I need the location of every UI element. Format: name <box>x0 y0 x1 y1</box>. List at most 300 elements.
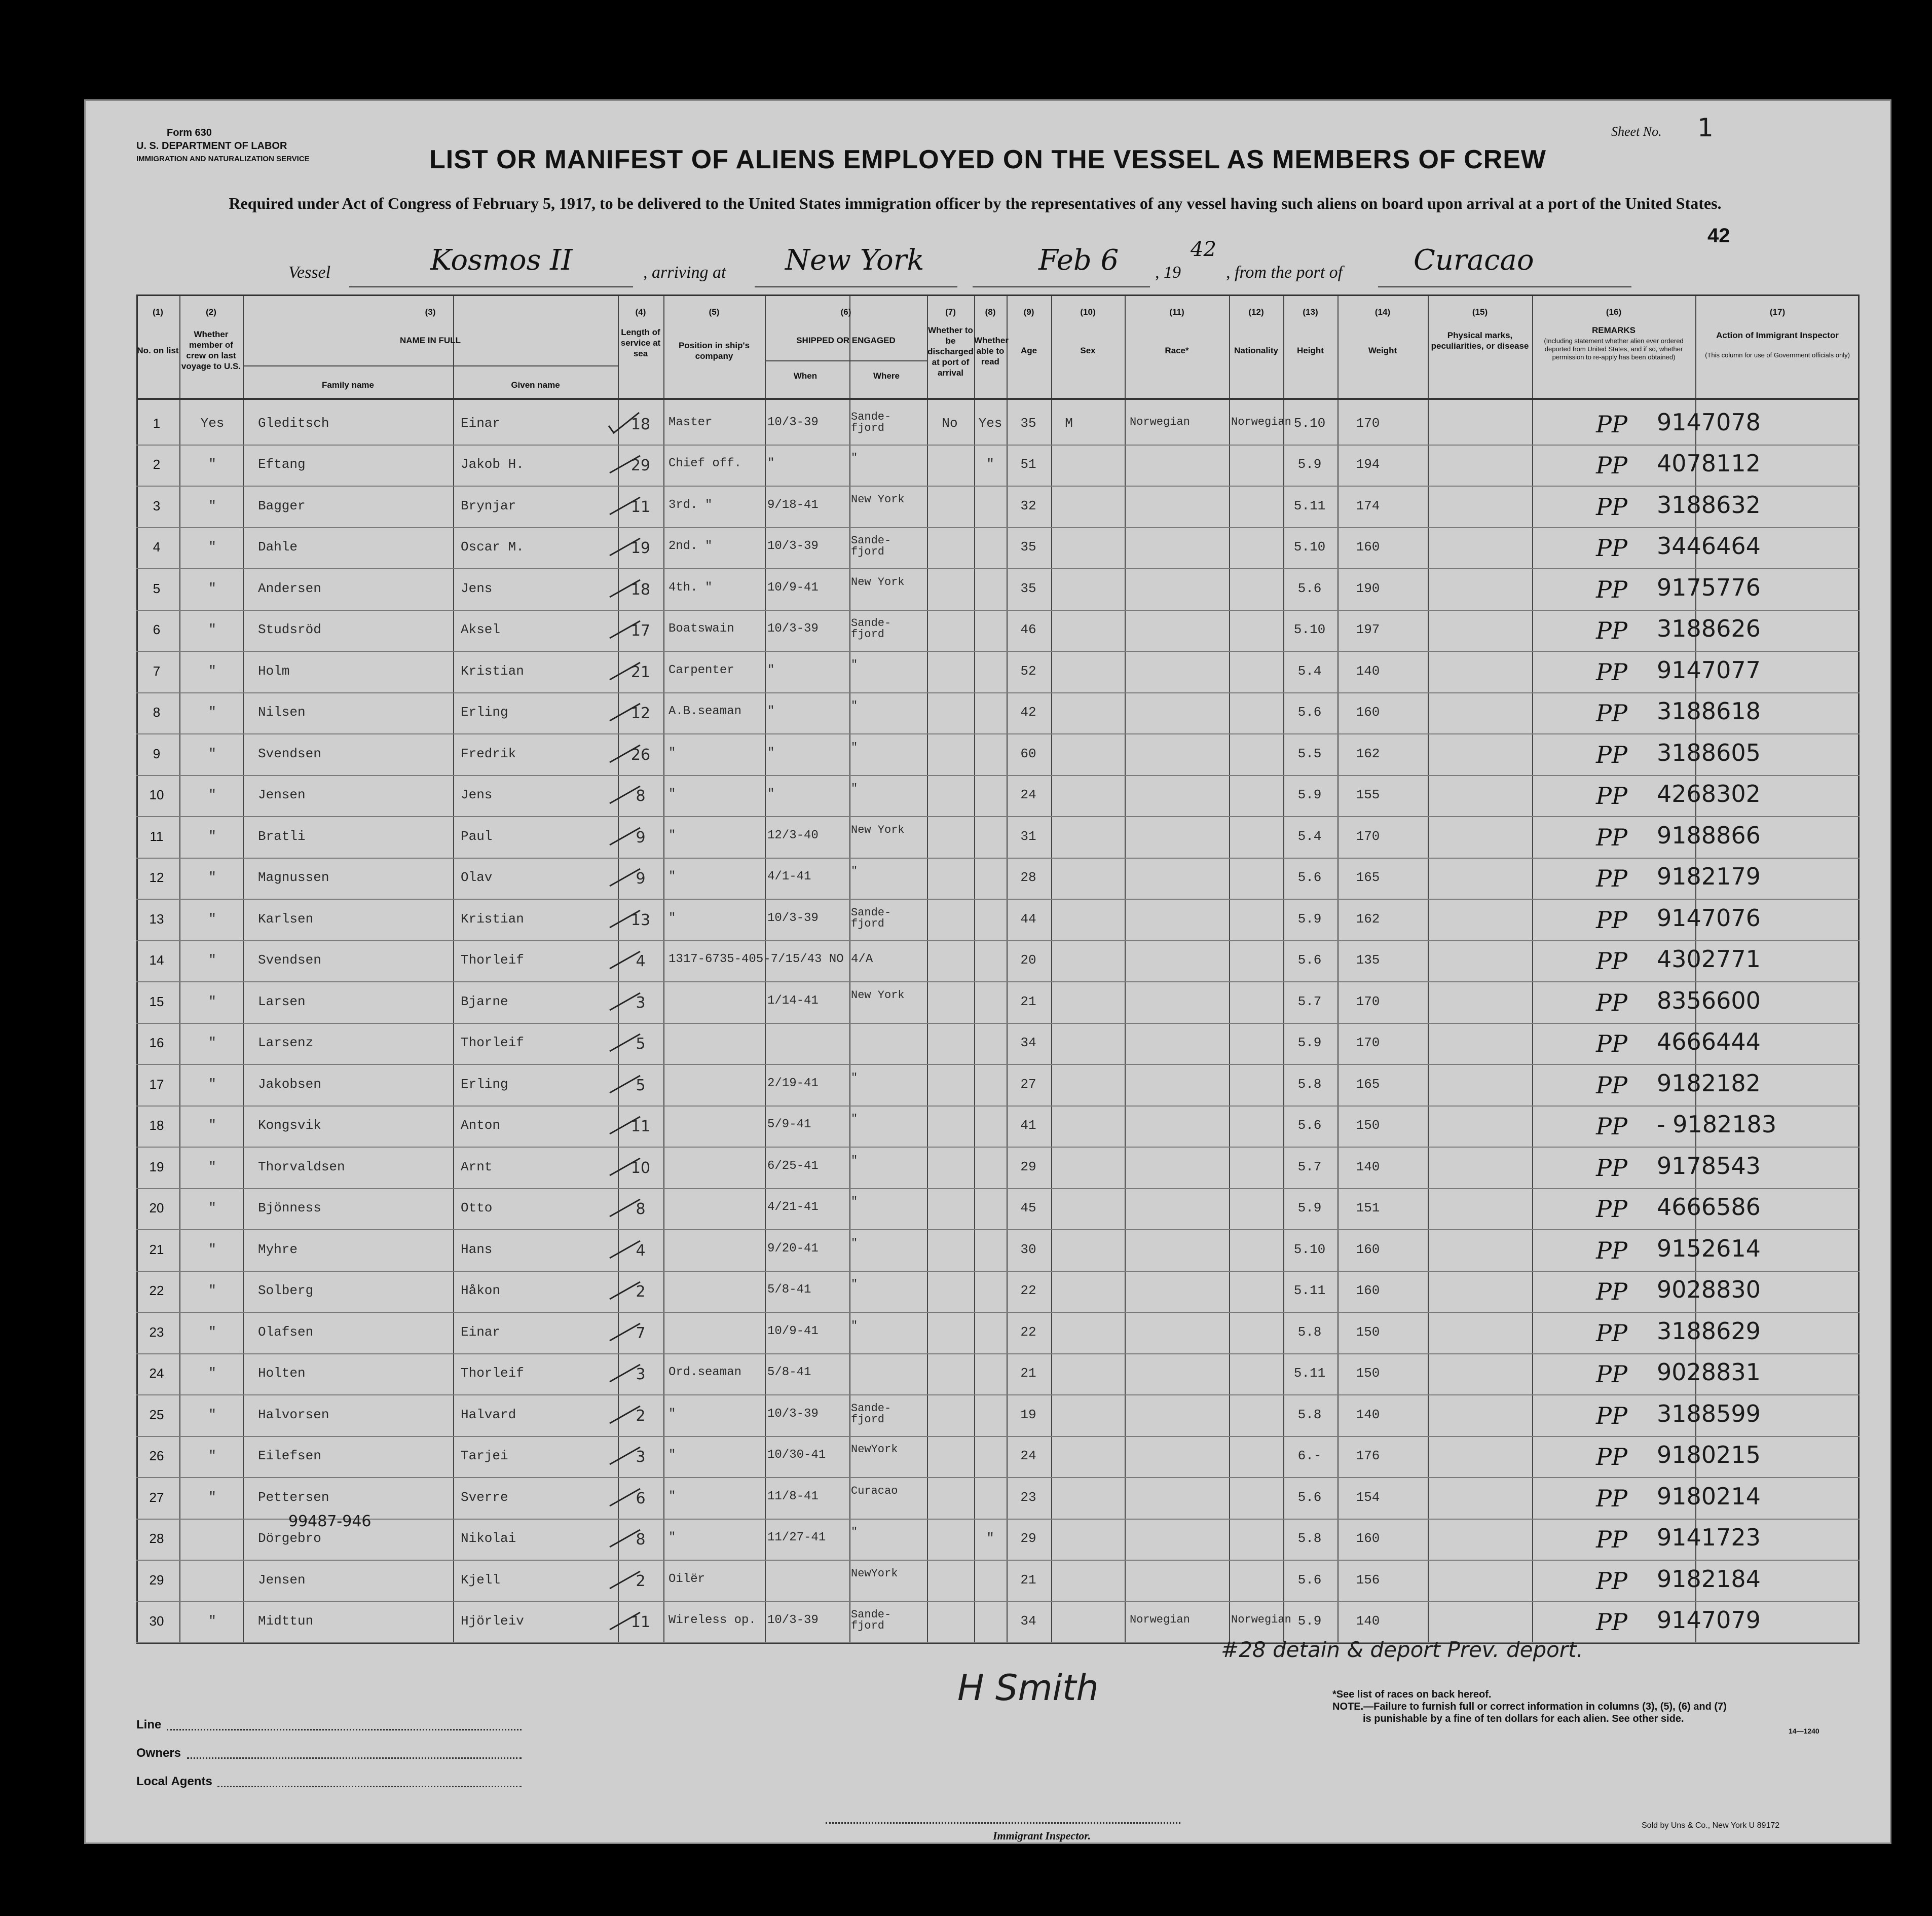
pp-mark: PP <box>1596 1443 1627 1471</box>
remark-number: 9141723 <box>1657 1524 1761 1552</box>
pp-mark: PP <box>1596 452 1627 480</box>
prev-voyage-cell: " <box>208 1366 216 1381</box>
department: U. S. DEPARTMENT OF LABOR <box>136 140 287 152</box>
height-cell: 5.4 <box>1297 663 1322 679</box>
given-name-cell: Aksel <box>461 622 501 638</box>
header-colnum-9: (9) <box>1023 307 1034 317</box>
given-name-cell: Erling <box>461 1076 508 1092</box>
service-length-cell: 21 <box>630 663 651 681</box>
age-cell: 22 <box>1020 1324 1036 1340</box>
row-number: 14 <box>149 952 164 968</box>
from-label: , from the port of <box>1226 263 1343 282</box>
service-length-cell: 11 <box>630 1613 651 1632</box>
family-name-cell: Jensen <box>258 787 306 803</box>
position-cell: " <box>668 1531 676 1545</box>
dotted-line <box>167 1729 522 1731</box>
shipped-where-cell: " <box>851 782 858 795</box>
shipped-when-cell: 9/18-41 <box>767 498 819 512</box>
check-mark-icon <box>608 1114 643 1139</box>
shipped-when-cell: 10/3-39 <box>767 1613 819 1628</box>
age-cell: 28 <box>1020 870 1036 886</box>
weight-cell: 140 <box>1356 1613 1380 1629</box>
family-name-cell: Thorvaldsen <box>258 1159 345 1174</box>
row-number: 16 <box>149 1035 164 1051</box>
height-cell: 5.6 <box>1297 1572 1322 1588</box>
table-row <box>136 1436 1860 1478</box>
age-cell: 29 <box>1020 1531 1036 1546</box>
family-name-cell: Jensen <box>258 1572 306 1588</box>
height-cell: 5.9 <box>1297 1200 1322 1216</box>
family-name-cell: Eilefsen <box>258 1448 321 1464</box>
remark-number: 3188599 <box>1657 1399 1761 1427</box>
shipped-when-cell: 10/3-39 <box>767 1407 819 1421</box>
check-mark-icon <box>608 1609 643 1635</box>
given-name-cell: Thorleif <box>461 952 524 968</box>
underline <box>349 286 633 287</box>
pp-mark: PP <box>1596 1154 1627 1182</box>
service-length-cell: 2 <box>636 1407 646 1425</box>
shipped-where-cell: Sande-fjord <box>851 1402 891 1426</box>
table-row <box>136 651 1860 692</box>
age-cell: 21 <box>1020 1366 1036 1381</box>
header-colnum-13: (13) <box>1303 307 1318 317</box>
shipped-when-cell: 9/20-41 <box>767 1241 819 1256</box>
check-mark-icon <box>608 494 643 520</box>
remark-number: 9182182 <box>1657 1069 1761 1097</box>
table-row <box>136 1560 1860 1601</box>
age-cell: 30 <box>1020 1241 1036 1257</box>
pp-mark: PP <box>1596 947 1627 975</box>
weight-cell: 151 <box>1356 1200 1380 1216</box>
pp-mark: PP <box>1596 699 1627 727</box>
table-row <box>136 1394 1860 1436</box>
check-mark-icon <box>608 825 643 850</box>
family-name-cell: Svendsen <box>258 952 321 968</box>
given-name-cell: Jens <box>461 580 493 596</box>
table-row <box>136 1477 1860 1519</box>
height-cell: 5.8 <box>1297 1531 1322 1546</box>
row-number: 7 <box>153 663 161 679</box>
prev-voyage-cell: " <box>208 911 216 927</box>
table-row <box>136 1353 1860 1395</box>
age-cell: 22 <box>1020 1283 1036 1299</box>
document-subtitle: Required under Act of Congress of February 5, 1917, to be delivered to the United States immigration officer by the representatives of any vessel having such aliens on board upon arrival at a port of the United States. <box>229 194 1722 212</box>
weight-cell: 160 <box>1356 1531 1380 1546</box>
shipped-where-cell: " <box>851 1278 858 1291</box>
prev-voyage-cell: " <box>208 828 216 844</box>
height-cell: 5.11 <box>1293 498 1326 513</box>
check-mark-icon <box>608 1320 643 1346</box>
handwritten-note: 99487-946 <box>288 1513 371 1531</box>
position-cell: Master <box>668 415 713 429</box>
family-name-cell: Gleditsch <box>258 415 329 431</box>
prev-voyage-cell: Yes <box>200 415 225 431</box>
check-mark-icon <box>608 659 643 685</box>
service-length-cell: 8 <box>636 787 646 805</box>
prev-voyage-cell: " <box>208 1489 216 1505</box>
shipped-when-cell: 11/27-41 <box>767 1531 826 1545</box>
position-cell: Boatswain <box>668 622 734 636</box>
manifest-sheet <box>84 99 1891 1844</box>
given-name-cell: Jakob H. <box>461 457 524 472</box>
check-mark-icon <box>608 1527 643 1552</box>
weight-cell: 165 <box>1356 870 1380 886</box>
handwritten-annotation: #28 detain & deport Prev. deport. <box>1221 1637 1583 1662</box>
check-mark-icon <box>608 412 643 437</box>
remark-number: 9175776 <box>1657 573 1761 601</box>
nationality-cell: Norwegian <box>1231 415 1291 428</box>
weight-cell: 150 <box>1356 1324 1380 1340</box>
family-name-cell: Dahle <box>258 539 298 555</box>
table-row <box>136 1312 1860 1353</box>
given-name-cell: Erling <box>461 705 508 720</box>
header-family-name: Family name <box>322 380 374 390</box>
prev-voyage-cell: " <box>208 1118 216 1133</box>
age-cell: 29 <box>1020 1159 1036 1174</box>
row-number: 3 <box>153 498 161 513</box>
age-cell: 60 <box>1020 746 1036 761</box>
family-name-cell: Dörgebro <box>258 1531 321 1546</box>
family-name-cell: Larsenz <box>258 1035 314 1051</box>
row-number: 26 <box>149 1448 164 1464</box>
header-weight: Weight <box>1368 346 1397 355</box>
header-colnum-12: (12) <box>1248 307 1264 317</box>
row-number: 20 <box>149 1200 164 1216</box>
remark-number: 3188605 <box>1657 739 1761 766</box>
check-mark-icon <box>608 783 643 808</box>
check-mark-icon <box>608 1444 643 1469</box>
age-cell: 23 <box>1020 1489 1036 1505</box>
height-cell: 5.11 <box>1293 1283 1326 1299</box>
row-number: 13 <box>149 911 164 927</box>
check-mark-icon <box>608 1031 643 1056</box>
row-number: 17 <box>149 1076 164 1092</box>
given-name-cell: Hans <box>461 1241 493 1257</box>
pp-mark: PP <box>1596 658 1627 686</box>
pp-mark: PP <box>1596 1071 1627 1099</box>
pp-mark: PP <box>1596 823 1627 851</box>
note-races: *See list of races on back hereof. <box>1332 1689 1492 1700</box>
remark-number: 4302771 <box>1657 945 1761 973</box>
page-number: 42 <box>1707 225 1730 247</box>
age-cell: 31 <box>1020 828 1036 844</box>
service-length-cell: 4 <box>636 1241 646 1260</box>
year-prefix: , 19 <box>1155 263 1181 282</box>
shipped-when-cell: 4/21-41 <box>767 1200 819 1214</box>
pp-mark: PP <box>1596 988 1627 1016</box>
prev-voyage-cell: " <box>208 746 216 761</box>
family-name-cell: Svendsen <box>258 746 321 761</box>
given-name-cell: Fredrik <box>461 746 516 761</box>
header-given-name: Given name <box>511 380 560 390</box>
pp-mark: PP <box>1596 1484 1627 1512</box>
shipped-when-cell: " <box>767 705 775 719</box>
pp-mark: PP <box>1596 906 1627 934</box>
age-cell: 46 <box>1020 622 1036 638</box>
prev-voyage-cell: " <box>208 457 216 472</box>
vessel-name: Kosmos II <box>430 244 573 277</box>
shipped-when-cell: 5/8-41 <box>767 1366 811 1380</box>
service-length-cell: 18 <box>630 415 651 433</box>
given-name-cell: Håkon <box>461 1283 501 1299</box>
table-row <box>136 1513 1860 1560</box>
crew-table <box>136 294 1860 1662</box>
family-name-cell: Nilsen <box>258 705 306 720</box>
family-name-cell: Pettersen <box>258 1489 329 1505</box>
remark-number: - 9182183 <box>1657 1111 1777 1138</box>
shipped-where-cell: Sande-fjord <box>851 410 891 434</box>
check-mark-icon <box>608 1155 643 1181</box>
shipped-when-cell: 11/8-41 <box>767 1489 819 1503</box>
weight-cell: 165 <box>1356 1076 1380 1092</box>
height-cell: 5.8 <box>1297 1407 1322 1422</box>
check-mark-icon <box>608 535 643 561</box>
arriving-port: New York <box>785 244 924 277</box>
row-number: 22 <box>149 1283 164 1299</box>
prev-voyage-cell: " <box>208 952 216 968</box>
height-cell: 5.8 <box>1297 1076 1322 1092</box>
remark-number: 9178543 <box>1657 1152 1761 1180</box>
row-number: 25 <box>149 1407 164 1422</box>
header-colnum-11: (11) <box>1169 307 1184 317</box>
family-name-cell: Myhre <box>258 1241 298 1257</box>
position-cell: " <box>668 746 676 760</box>
header-discharged: Whether to be discharged at port of arrival <box>927 325 974 378</box>
given-name-cell: Olav <box>461 870 493 886</box>
position-cell: Ord.seaman <box>668 1366 742 1380</box>
given-name-cell: Kristian <box>461 911 524 927</box>
age-cell: 21 <box>1020 1572 1036 1588</box>
table-row <box>136 1106 1860 1147</box>
position-cell: " <box>668 911 676 925</box>
year: 42 <box>1191 238 1216 261</box>
given-name-cell: Paul <box>461 828 493 844</box>
age-cell: 20 <box>1020 952 1036 968</box>
row-number: 23 <box>149 1324 164 1340</box>
table-row <box>136 1064 1860 1106</box>
header-name-in-full: NAME IN FULL <box>400 336 461 345</box>
dotted-line <box>187 1757 522 1760</box>
service-length-cell: 3 <box>636 1448 646 1466</box>
owners-label: Owners <box>136 1746 181 1760</box>
height-cell: 6.- <box>1297 1448 1322 1464</box>
given-name-cell: Tarjei <box>461 1448 508 1464</box>
shipped-when-cell: 12/3-40 <box>767 828 819 842</box>
table-row <box>136 1188 1860 1230</box>
weight-cell: 170 <box>1356 415 1380 431</box>
weight-cell: 194 <box>1356 457 1380 472</box>
shipped-where-cell: " <box>851 1236 858 1249</box>
header-race: Race* <box>1165 346 1189 355</box>
table-row <box>136 568 1860 610</box>
prev-voyage-cell: " <box>208 1283 216 1299</box>
discharge-cell: No <box>942 415 958 431</box>
service-name: IMMIGRATION AND NATURALIZATION SERVICE <box>136 155 310 163</box>
pp-mark: PP <box>1596 1319 1627 1347</box>
pp-mark: PP <box>1596 1113 1627 1140</box>
check-mark-icon <box>608 948 643 974</box>
service-length-cell: 8 <box>636 1200 646 1219</box>
pp-mark: PP <box>1596 1236 1627 1264</box>
weight-cell: 135 <box>1356 952 1380 968</box>
weight-cell: 160 <box>1356 539 1380 555</box>
service-length-cell: 2 <box>636 1283 646 1301</box>
row-number: 30 <box>149 1613 164 1629</box>
weight-cell: 154 <box>1356 1489 1380 1505</box>
table-row <box>136 403 1860 445</box>
family-name-cell: Bjönness <box>258 1200 321 1216</box>
check-mark-icon <box>608 742 643 767</box>
remark-number: 9147079 <box>1657 1606 1761 1634</box>
nationality-cell: Norwegian <box>1231 1613 1291 1627</box>
shipped-where-cell: " <box>851 1319 858 1332</box>
height-cell: 5.9 <box>1297 787 1322 803</box>
weight-cell: 140 <box>1356 1159 1380 1174</box>
form-code: 14—1240 <box>1789 1727 1819 1735</box>
family-name-cell: Midttun <box>258 1613 314 1629</box>
pp-mark: PP <box>1596 741 1627 768</box>
remark-number: 9152614 <box>1657 1234 1761 1262</box>
given-name-cell: Sverre <box>461 1489 508 1505</box>
weight-cell: 140 <box>1356 1407 1380 1422</box>
height-cell: 5.10 <box>1293 539 1326 555</box>
given-name-cell: Thorleif <box>461 1035 524 1051</box>
table-row <box>136 733 1860 775</box>
row-number: 10 <box>149 787 164 803</box>
prev-voyage-cell: " <box>208 993 216 1009</box>
shipped-when-cell: 6/25-41 <box>767 1159 819 1173</box>
age-cell: 45 <box>1020 1200 1036 1216</box>
vessel-label: Vessel <box>288 263 331 282</box>
header-colnum-6: (6) <box>840 307 851 317</box>
shipped-where-cell: " <box>851 658 858 671</box>
row-number: 8 <box>153 705 161 720</box>
note-failure: NOTE.—Failure to furnish full or correct information in columns (3), (5), (6) and (7) <box>1332 1701 1727 1712</box>
underline <box>755 286 957 287</box>
shipped-when-cell: 5/9-41 <box>767 1118 811 1132</box>
service-length-cell: 3 <box>636 1366 646 1384</box>
family-name-cell: Holten <box>258 1366 306 1381</box>
height-cell: 5.10 <box>1293 415 1326 431</box>
row-number: 19 <box>149 1159 164 1174</box>
check-mark-icon <box>608 1073 643 1098</box>
given-name-cell: Oscar M. <box>461 539 524 555</box>
header-colnum-5: (5) <box>709 307 720 317</box>
arrival-date: Feb 6 <box>1038 244 1119 277</box>
remark-number: 9147077 <box>1657 656 1761 684</box>
weight-cell: 160 <box>1356 1241 1380 1257</box>
check-mark-icon <box>608 618 643 643</box>
weight-cell: 174 <box>1356 498 1380 513</box>
header-colnum-1: (1) <box>153 307 163 317</box>
race-cell: Norwegian <box>1130 1613 1190 1627</box>
position-cell: " <box>668 1407 676 1421</box>
age-cell: 24 <box>1020 787 1036 803</box>
shipped-where-cell: " <box>851 741 858 754</box>
age-cell: 52 <box>1020 663 1036 679</box>
given-name-cell: Einar <box>461 415 501 431</box>
service-length-cell: 17 <box>630 622 651 640</box>
table-row <box>136 858 1860 899</box>
pp-mark: PP <box>1596 493 1627 521</box>
weight-cell: 197 <box>1356 622 1380 638</box>
age-cell: 21 <box>1020 993 1036 1009</box>
given-name-cell: Einar <box>461 1324 501 1340</box>
family-name-cell: Holm <box>258 663 290 679</box>
service-length-cell: 10 <box>630 1159 651 1177</box>
shipped-where-cell: Sande-fjord <box>851 617 891 641</box>
check-mark-icon <box>608 866 643 891</box>
weight-cell: 162 <box>1356 746 1380 761</box>
pp-mark: PP <box>1596 1402 1627 1429</box>
prev-voyage-cell: " <box>208 1448 216 1464</box>
remark-number: 9180214 <box>1657 1482 1761 1510</box>
age-cell: 35 <box>1020 580 1036 596</box>
height-cell: 5.9 <box>1297 1035 1322 1051</box>
age-cell: 19 <box>1020 1407 1036 1422</box>
age-cell: 34 <box>1020 1613 1036 1629</box>
row-number: 1 <box>153 415 161 431</box>
remark-number: 9028831 <box>1657 1358 1761 1386</box>
family-name-cell: Kongsvik <box>258 1118 321 1133</box>
table-row <box>136 1147 1860 1188</box>
header-action-sub: (This column for use of Government officials only) <box>1705 351 1850 359</box>
table-row <box>136 486 1860 527</box>
shipped-when-cell: 4/1-41 <box>767 870 811 884</box>
prev-voyage-cell: " <box>208 1324 216 1340</box>
read-cell: " <box>986 457 994 472</box>
check-mark-icon <box>608 577 643 602</box>
remark-number: 3188629 <box>1657 1317 1761 1345</box>
header-age: Age <box>1020 346 1037 355</box>
shipped-where-cell: New York <box>851 575 905 588</box>
weight-cell: 160 <box>1356 1283 1380 1299</box>
pp-mark: PP <box>1596 1608 1627 1636</box>
shipped-when-cell: " <box>767 746 775 760</box>
age-cell: 34 <box>1020 1035 1036 1051</box>
given-name-cell: Anton <box>461 1118 501 1133</box>
check-mark-icon <box>608 1238 643 1263</box>
row-number: 4 <box>153 539 161 555</box>
family-name-cell: Larsen <box>258 993 306 1009</box>
shipped-where-cell: New York <box>851 988 905 1002</box>
remark-number: 3188626 <box>1657 615 1761 643</box>
header-able-to-read: Whether able to read <box>974 336 1009 366</box>
shipped-when-cell: 10/3-39 <box>767 911 819 925</box>
arriving-label: , arriving at <box>643 263 726 282</box>
footer <box>136 1657 1860 1842</box>
shipped-where-cell: " <box>851 1526 858 1539</box>
inspector-signature: H Smith <box>957 1667 1099 1709</box>
height-cell: 5.11 <box>1293 1366 1326 1381</box>
shipped-where-cell: " <box>851 865 858 878</box>
prev-voyage-cell: " <box>208 580 216 596</box>
pp-mark: PP <box>1596 534 1627 562</box>
header-colnum-2: (2) <box>206 307 216 317</box>
inspector-label: Immigrant Inspector. <box>993 1829 1091 1842</box>
weight-cell: 160 <box>1356 705 1380 720</box>
sheet-number: 1 <box>1697 113 1714 142</box>
remark-number: 9180215 <box>1657 1441 1761 1469</box>
shipped-when-cell: " <box>767 663 775 677</box>
check-mark-icon <box>608 907 643 933</box>
header-bottom-rule <box>136 398 1860 400</box>
pp-mark: PP <box>1596 575 1627 603</box>
shipped-where-cell: New York <box>851 823 905 836</box>
row-number: 29 <box>149 1572 164 1588</box>
table-row <box>136 610 1860 651</box>
service-length-cell: 8 <box>636 1531 646 1549</box>
